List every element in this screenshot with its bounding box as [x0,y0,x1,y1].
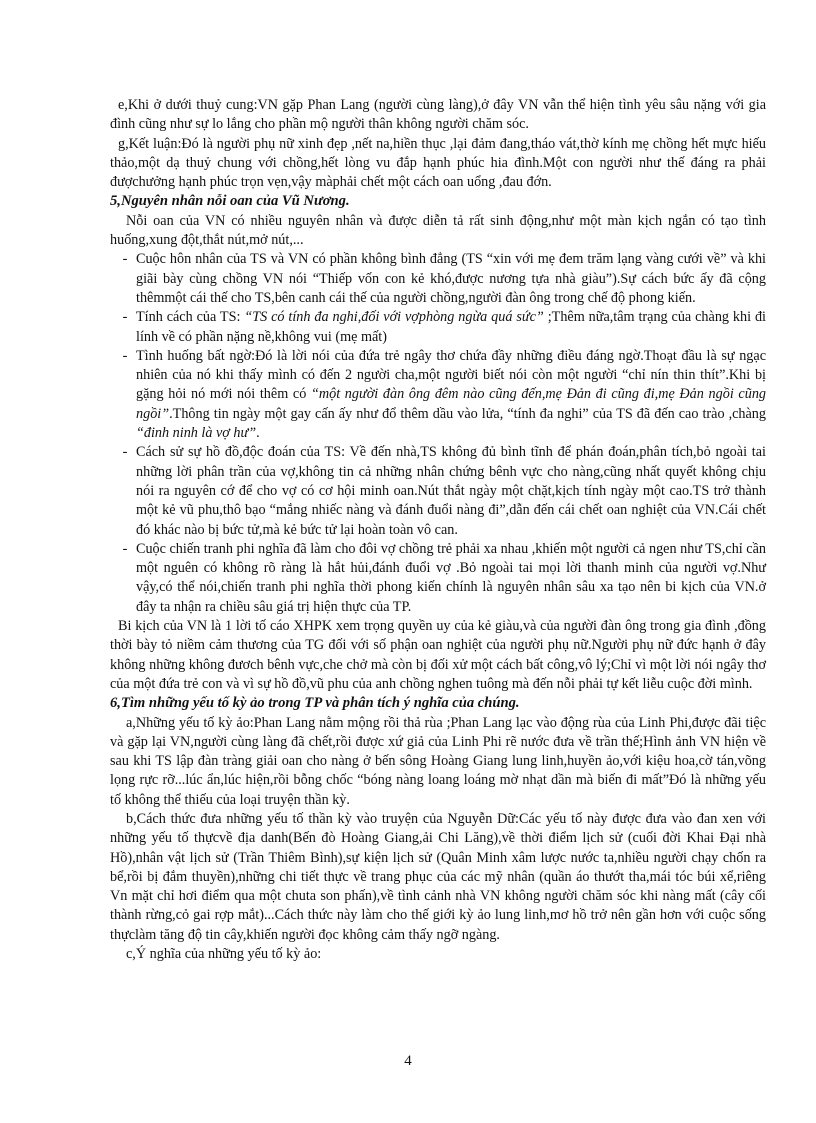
bullet-dash: - [122,251,128,268]
paragraph-g: g,Kết luận:Đó là người phụ nữ xinh đẹp ,nết na,hiền thục ,lại đảm đang,tháo vát,thờ kính mẹ chồng hết mực hiếu thảo,một dạ thuỷ chung với chồng,hết lòng vu đắp hạnh phúc hia đình.Một con người như thế đáng ra phải đượchưởng hạnh phúc trọn vẹn,vậy màphải chết một cách oan uổng ,đau đớn. [110,135,766,191]
list-item [110,443,766,539]
paragraph-6c: c,Ý nghĩa của những yếu tố kỳ ảo: [126,946,322,963]
page-content [110,96,766,964]
list-item-text: Cách sử sự hồ đồ,độc đoán của TS: Về đến nhà,TS không đủ bình tĩnh để phán đoán,phân tích,bỏ ngoài tai những lời phân trần của vợ,không tin cả những nhân chứng bênh vực cho nàng,cũng nhất quyết không chịu nói ra nguyên cớ để cho vợ có cơ hội minh oan.Nút thắt ngày một chặt,kịch tính ngày một cao.TS trở thành một kẻ vũ phu,thô bạo “mắng nhiếc nàng và đánh đuổi nàng đi”,dẫn đến cái chết oan nghiệt của VN.Cái chết đó khác nào bị bức tử,mà kẻ bức tử lại hoàn toàn vô can. [136,444,766,538]
list-item-text: Tính cách của TS: [136,309,245,326]
list-item-text: ;Thêm nữa,tâm trạng của chàng khi đi lính về có phần nặng nề,không vui (mẹ mất) [136,309,766,345]
conclusion-section-5: Bi kịch của VN là 1 lời tố cáo XHPK xem trọng quyền uy của kẻ giàu,và của người đàn ông trong gia đình ,đồng thời bày tỏ niềm cảm thương của TG đối với số phận oan nghiệt của người phụ nữ.Người phụ nữ đức hạnh ở đây không những không đươch bênh vực,che chở mà còn bị đối xử một cách bất công,vô lý;Chỉ vì một lời nói ngây thơ của một đứa trẻ con và vì sự hồ đồ,vũ phu của anh chồng nghen tuông mà đến nỗi phải tự kết liễu cuộc đời mình. [110,618,766,692]
paragraph-6b: b,Cách thức đưa những yếu tố thần kỳ vào truyện của Nguyễn Dữ:Các yếu tố này được đưa vào đan xen với những yếu tố thựcvề địa danh(Bến đò Hoàng Giang,ải Chi Lăng),về thời điểm lịch sử (cuối đời Khai Đại nhà Hồ),nhân vật lịch sử (Trần Thiêm Bình),sự kiện lịch sử (Quân Minh xâm lược nước ta,nhiều người chạy chốn ra bể,rồi bị đắm thuyền),những chi tiết thực về trang phục của các mỹ nhân (quần áo thướt tha,mái tóc búi xể,riêng Vn mặt chỉ hơi điểm qua một chuta son phấn),về tình cảnh nhà VN không người chăm sóc khi nàng mất (cây cối thành rừng,cỏ gai rợp mắt)...Cách thức này làm cho thế giới kỳ ảo lung linh,mơ hồ trở nên gần hơn với cuộc sống thựclàm tăng độ tin cây,khiến người đọc không cảm thấy ngỡ ngàng. [110,810,766,943]
list-item-text: Cuộc chiến tranh phi nghĩa đã làm cho đôi vợ chồng trẻ phải xa nhau ,khiến một người cả ngen như TS,chỉ cần một nguên có không rõ ràng là hắt hủi,đánh đuổi vợ .Bỏ ngoài tai mọi lời thanh minh của người vợ.Như vậy,có thể nói,chiến tranh phi nghĩa thời phong kiến chính là nguyên nhân sâu xa tạo nên bi kịch của VN.ở đây ta nhận ra chiều sâu giá trị hiện thực của TP. [136,540,766,615]
heading-section-5: 5,Nguyên nhân nỗi oan của Vũ Nương. [110,193,350,210]
list-item [110,250,766,308]
list-item [110,308,766,347]
quote-text: “đinh ninh là vợ hư” [136,425,257,442]
list-item-text: Cuộc hôn nhân của TS và VN có phần không bình đẳng (TS “xin với mẹ đem trăm lạng vàng cưới về” và khi giãi bày cùng chồng VN nói “Thiếp vốn con kẻ khó,được nương tựa nhà giàu”).Sự cách bức ấy đã cộng thêmmột cái thế cho TS,bên canh cái thế của người chồng,người đàn ông trong chế độ phong kiến. [136,251,766,306]
list-item-text: .Thông tin ngày một gay cấn ấy như đổ thêm dầu vào lửa, “tính đa nghi” của TS đã đến cao trào ,chàng [169,405,766,422]
bullet-dash: - [122,309,128,326]
bullet-dash: - [122,444,128,461]
quote-text: “TS có tính đa nghi,đối với vợphòng ngừa quá sức” [244,309,544,326]
list-item [110,540,766,617]
cause-list [110,250,766,617]
paragraph-6a: a,Những yếu tố kỳ ảo:Phan Lang nằm mộng rồi thả rùa ;Phan Lang lạc vào động rùa của Linh Phi,được đãi tiệc và gặp lại VN,người cùng làng đã chết,rồi được xứ giả của Linh Phi rẽ nước đưa về trần thế;Hình ảnh VN hiện về sau khi TS lập đàn tràng giải oan cho nàng ở bến sông Hoàng Giang lung linh,huyền ảo,với kiệu hoa,cờ tán,võng lọng rực rỡ...lúc ẩn,lúc hiện,rồi bỗng chốc “bóng nàng loang loáng mờ nhạt dần mà biến đi mất”Đó là những yếu tố không thể thiếu của loại truyện thần kỳ. [110,714,766,808]
list-item-text: Tình huống bất ngờ:Đó là lời nói của đứa trẻ ngây thơ chứa đầy những điều đáng ngờ.Thoạt đầu là sự ngạc nhiên của nó khi thấy mình có đến 2 người cha,một người biết nói còn một người “chỉ nín thin thít”.Khi bị gặng hỏi nó mới nói thêm có [136,347,766,403]
bullet-dash: - [122,540,128,557]
heading-section-6: 6,Tìm những yếu tố kỳ ảo trong TP và phân tích ý nghĩa của chúng. [110,695,520,712]
list-item [110,347,766,443]
intro-section-5: Nỗi oan của VN có nhiều nguyên nhân và được diễn tả rất sinh động,như một màn kịch ngắn có tạo tình huống,xung đột,thắt nút,mở nút,... [110,212,766,249]
paragraph-e: e,Khi ở dưới thuỷ cung:VN gặp Phan Lang (người cùng làng),ở đây VN vẫn thể hiện tình yêu sâu nặng với gia đình cũng như sự lo lắng cho phần mộ người thân không người chăm sóc. [110,97,766,133]
quote-text: “một người đàn ông đêm nào cũng đến,mẹ Đản đi cũng đi,mẹ Đản ngồi cũng ngồi” [136,386,767,422]
bullet-dash: - [122,347,128,364]
list-item-text: . [256,425,260,442]
page-number: 4 [404,1053,412,1069]
